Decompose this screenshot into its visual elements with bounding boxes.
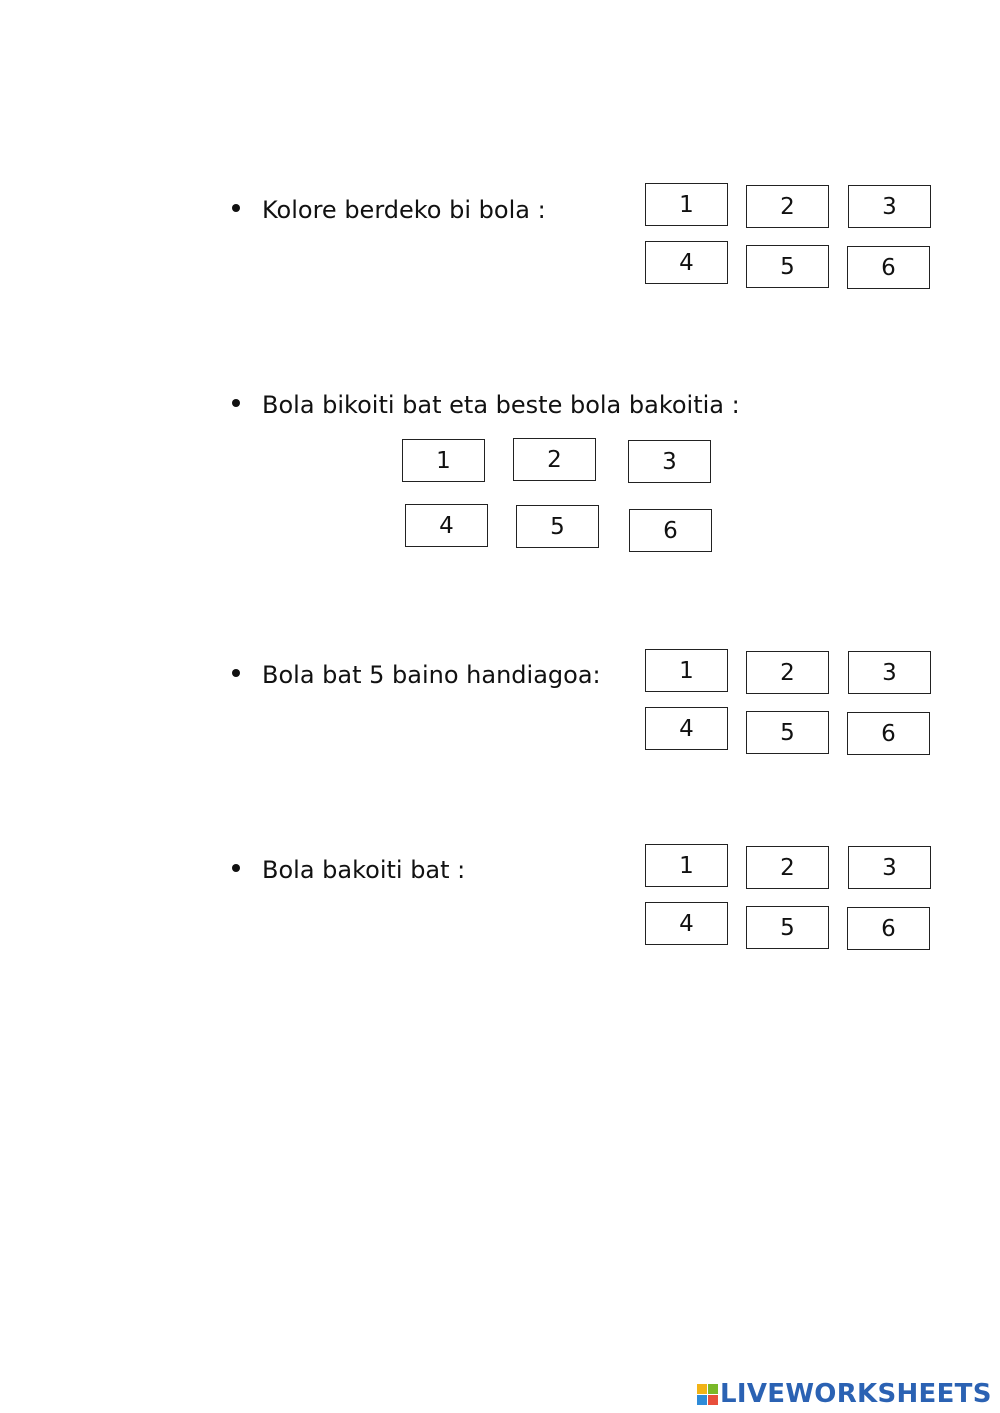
- question-4-text: Bola bakoiti bat :: [262, 856, 466, 884]
- q3-option-3[interactable]: 3: [848, 651, 931, 694]
- q2-option-1[interactable]: 1: [402, 439, 485, 482]
- q1-option-4[interactable]: 4: [645, 241, 728, 284]
- question-4-label: [232, 856, 465, 884]
- q3-option-2[interactable]: 2: [746, 651, 829, 694]
- q3-option-4[interactable]: 4: [645, 707, 728, 750]
- liveworksheets-logo-icon: [697, 1384, 718, 1405]
- logo-square-red: [708, 1395, 718, 1405]
- q1-option-5[interactable]: 5: [746, 245, 829, 288]
- q3-option-5[interactable]: 5: [746, 711, 829, 754]
- q4-option-3[interactable]: 3: [848, 846, 931, 889]
- q4-option-5[interactable]: 5: [746, 906, 829, 949]
- bullet-icon: [232, 399, 240, 407]
- q4-option-2[interactable]: 2: [746, 846, 829, 889]
- q2-option-6[interactable]: 6: [629, 509, 712, 552]
- q2-option-2[interactable]: 2: [513, 438, 596, 481]
- liveworksheets-text: LIVEWORKSHEETS: [720, 1379, 992, 1409]
- question-1-text: Kolore berdeko bi bola :: [262, 196, 546, 224]
- q2-option-4[interactable]: 4: [405, 504, 488, 547]
- q4-option-6[interactable]: 6: [847, 907, 930, 950]
- q2-option-5[interactable]: 5: [516, 505, 599, 548]
- q1-option-6[interactable]: 6: [847, 246, 930, 289]
- question-2-label: [232, 391, 740, 419]
- question-3-label: [232, 661, 601, 689]
- question-2-text: Bola bikoiti bat eta beste bola bakoitia :: [262, 391, 740, 419]
- q2-option-3[interactable]: 3: [628, 440, 711, 483]
- q1-option-3[interactable]: 3: [848, 185, 931, 228]
- q4-option-1[interactable]: 1: [645, 844, 728, 887]
- q1-option-1[interactable]: 1: [645, 183, 728, 226]
- q1-option-2[interactable]: 2: [746, 185, 829, 228]
- bullet-icon: [232, 669, 240, 677]
- q3-option-6[interactable]: 6: [847, 712, 930, 755]
- question-3-text: Bola bat 5 baino handiagoa:: [262, 661, 601, 689]
- logo-square-yellow: [697, 1384, 707, 1394]
- q4-option-4[interactable]: 4: [645, 902, 728, 945]
- logo-square-green: [708, 1384, 718, 1394]
- bullet-icon: [232, 864, 240, 872]
- liveworksheets-logo: [697, 1378, 992, 1410]
- question-1-label: [232, 196, 546, 224]
- bullet-icon: [232, 204, 240, 212]
- logo-square-blue: [697, 1395, 707, 1405]
- q3-option-1[interactable]: 1: [645, 649, 728, 692]
